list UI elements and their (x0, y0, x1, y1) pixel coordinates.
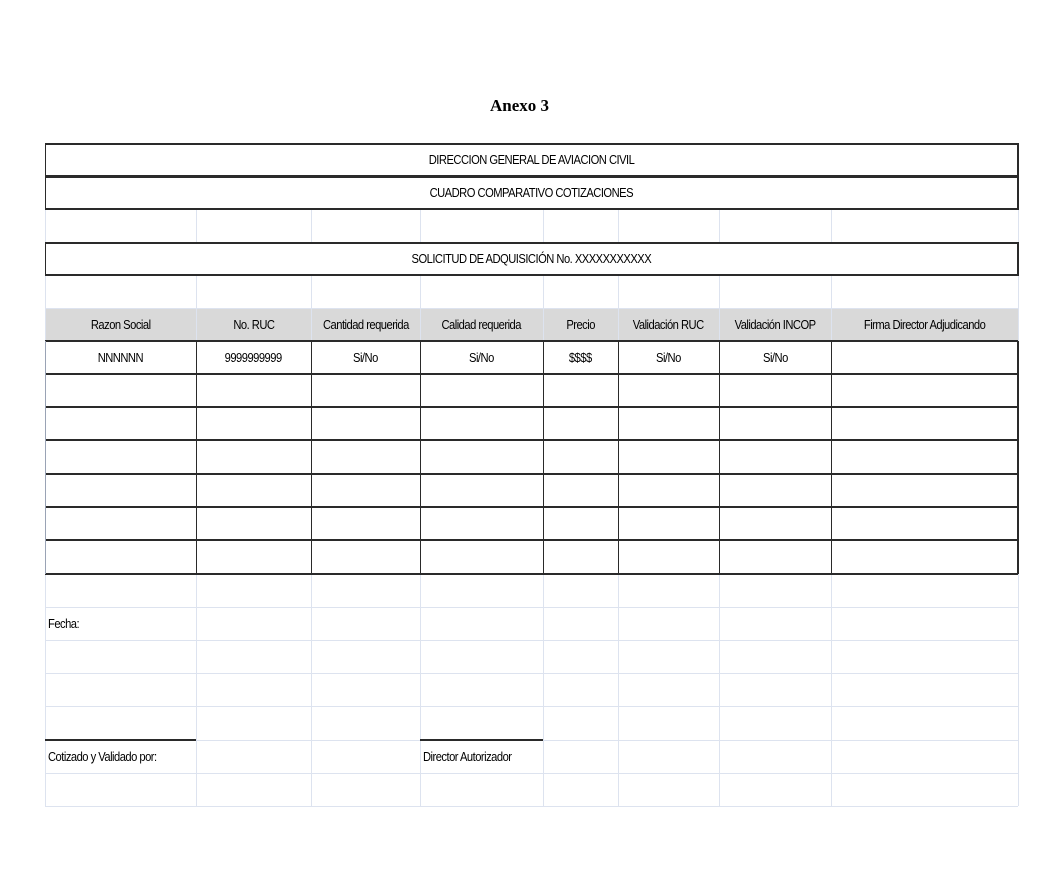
sample-cell-text: Si/No (353, 350, 378, 365)
sample-cell (196, 341, 311, 374)
director-label-text: Director Autorizador (423, 749, 512, 764)
sample-cell-text: Si/No (656, 350, 681, 365)
table-row-border (45, 506, 1018, 508)
table-col-border (311, 341, 312, 574)
table-row-border (45, 439, 1018, 441)
table-col-border (420, 341, 421, 574)
org-name-title-text: DIRECCION GENERAL DE AVIACION CIVIL (428, 152, 635, 167)
column-header (420, 308, 543, 341)
director-label (420, 740, 618, 773)
grid-hline (45, 640, 1018, 641)
sample-cell-text: Si/No (762, 350, 788, 365)
grid-hline (45, 806, 1018, 807)
column-header (45, 308, 196, 341)
table-col-border-left (45, 341, 46, 574)
table-col-border (719, 341, 720, 574)
date-label-text: Fecha: (48, 616, 80, 631)
sample-cell (420, 341, 543, 374)
table-col-border (543, 341, 544, 574)
column-header-text: Validación RUC (633, 317, 704, 332)
table-col-border (618, 341, 619, 574)
grid-hline (45, 673, 1018, 674)
column-header (831, 308, 1018, 341)
sample-cell (311, 341, 420, 374)
document-title-text: CUADRO COMPARATIVO COTIZACIONES (429, 185, 634, 200)
column-header (719, 308, 831, 341)
request-number (45, 242, 1018, 275)
table-row-border (45, 473, 1018, 475)
table-col-border (196, 341, 197, 574)
sample-cell (543, 341, 618, 374)
quoted-by-label (45, 740, 311, 773)
sample-cell-text: $$$$ (569, 350, 592, 365)
column-header-text: Validación INCOP (734, 317, 816, 332)
sample-cell (618, 341, 719, 374)
sample-cell-text: 9999999999 (224, 350, 283, 365)
column-header-text: Cantidad requerida (322, 317, 409, 332)
sample-cell-text: Si/No (469, 350, 494, 365)
sample-cell (719, 341, 831, 374)
annex-title: Anexo 3 (489, 96, 550, 115)
column-header-text: No. RUC (232, 317, 275, 332)
document-title (45, 176, 1018, 209)
org-name-title (45, 143, 1018, 176)
column-header-text: Razon Social (90, 317, 151, 332)
sample-cell-text: NNNNNN (97, 350, 144, 365)
column-header-text: Firma Director Adjudicando (863, 317, 986, 332)
quoted-by-label-text: Cotizado y Validado por: (48, 749, 157, 764)
column-header (196, 308, 311, 341)
column-header (543, 308, 618, 341)
grid-hline (45, 706, 1018, 707)
table-col-border (1017, 341, 1019, 574)
table-col-border (831, 341, 832, 574)
table-row-border (45, 406, 1018, 408)
date-label (45, 607, 311, 640)
column-header (311, 308, 420, 341)
grid-hline (45, 773, 1018, 774)
table-row-border (45, 573, 1018, 575)
column-header-text: Precio (566, 317, 595, 332)
sample-cell (45, 341, 196, 374)
request-number-text: SOLICITUD DE ADQUISICIÓN No. XXXXXXXXXXX (411, 251, 652, 266)
column-header-text: Calidad requerida (441, 317, 522, 332)
table-row-border (45, 539, 1018, 541)
column-header (618, 308, 719, 341)
